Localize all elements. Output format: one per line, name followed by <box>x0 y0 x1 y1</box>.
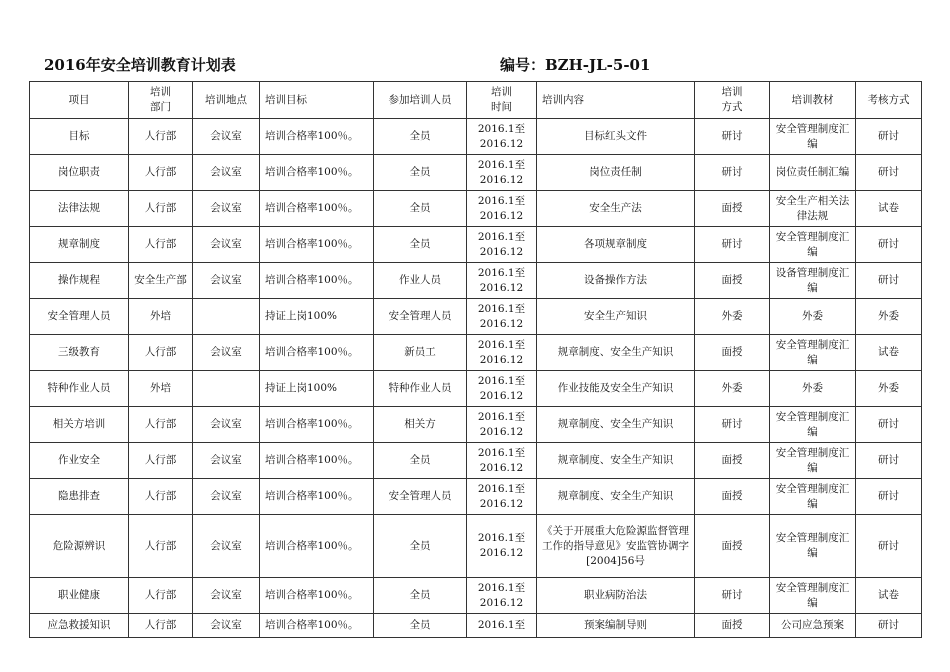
table-row <box>30 155 922 191</box>
cell-department: 人行部 <box>129 407 193 443</box>
cell-period: 2016.1至 2016.12 <box>467 578 537 614</box>
cell-item: 目标 <box>30 119 129 155</box>
table-row <box>30 578 922 614</box>
cell-method: 研讨 <box>695 119 770 155</box>
cell-assessment: 研讨 <box>856 227 922 263</box>
cell-participants: 全员 <box>374 191 467 227</box>
cell-method: 面授 <box>695 191 770 227</box>
cell-content: 目标红头文件 <box>537 119 695 155</box>
table-row <box>30 443 922 479</box>
cell-content: 岗位责任制 <box>537 155 695 191</box>
table-row <box>30 119 922 155</box>
cell-method: 研讨 <box>695 155 770 191</box>
cell-assessment: 外委 <box>856 299 922 335</box>
header-content: 培训内容 <box>537 82 695 119</box>
cell-item: 作业安全 <box>30 443 129 479</box>
cell-assessment: 研讨 <box>856 479 922 515</box>
header-goal: 培训目标 <box>260 82 374 119</box>
cell-participants: 全员 <box>374 443 467 479</box>
cell-department: 人行部 <box>129 515 193 578</box>
cell-item: 应急救援知识 <box>30 614 129 638</box>
header-department: 培训 部门 <box>129 82 193 119</box>
cell-item: 职业健康 <box>30 578 129 614</box>
header-location: 培训地点 <box>193 82 260 119</box>
training-plan-table <box>29 81 922 638</box>
cell-goal: 培训合格率100％。 <box>260 479 374 515</box>
cell-item: 法律法规 <box>30 191 129 227</box>
cell-department: 人行部 <box>129 227 193 263</box>
cell-period: 2016.1至 <box>467 614 537 638</box>
header-method: 培训 方式 <box>695 82 770 119</box>
cell-participants: 安全管理人员 <box>374 299 467 335</box>
cell-assessment: 研讨 <box>856 515 922 578</box>
cell-material: 安全管理制度汇编 <box>770 119 856 155</box>
cell-location: 会议室 <box>193 227 260 263</box>
cell-period: 2016.1至 2016.12 <box>467 515 537 578</box>
cell-assessment: 研讨 <box>856 263 922 299</box>
cell-method: 研讨 <box>695 407 770 443</box>
cell-department: 人行部 <box>129 578 193 614</box>
cell-content: 规章制度、安全生产知识 <box>537 479 695 515</box>
cell-item: 安全管理人员 <box>30 299 129 335</box>
cell-participants: 安全管理人员 <box>374 479 467 515</box>
cell-period: 2016.1至 2016.12 <box>467 119 537 155</box>
cell-assessment: 研讨 <box>856 119 922 155</box>
cell-location: 会议室 <box>193 479 260 515</box>
table-row <box>30 191 922 227</box>
cell-material: 设备管理制度汇编 <box>770 263 856 299</box>
cell-participants: 全员 <box>374 515 467 578</box>
cell-assessment: 试卷 <box>856 191 922 227</box>
cell-item: 危险源辨识 <box>30 515 129 578</box>
cell-assessment: 研讨 <box>856 155 922 191</box>
cell-goal: 培训合格率100％。 <box>260 191 374 227</box>
cell-assessment: 试卷 <box>856 578 922 614</box>
cell-department: 人行部 <box>129 614 193 638</box>
table-row <box>30 299 922 335</box>
table-row <box>30 407 922 443</box>
cell-item: 操作规程 <box>30 263 129 299</box>
cell-goal: 培训合格率100％。 <box>260 407 374 443</box>
cell-period: 2016.1至 2016.12 <box>467 191 537 227</box>
cell-location: 会议室 <box>193 155 260 191</box>
cell-department: 人行部 <box>129 155 193 191</box>
cell-location: 会议室 <box>193 335 260 371</box>
cell-assessment: 研讨 <box>856 614 922 638</box>
header-material: 培训教材 <box>770 82 856 119</box>
cell-goal: 培训合格率100％。 <box>260 443 374 479</box>
cell-item: 隐患排查 <box>30 479 129 515</box>
cell-content: 预案编制导则 <box>537 614 695 638</box>
table-row <box>30 515 922 578</box>
cell-material: 安全管理制度汇编 <box>770 227 856 263</box>
cell-period: 2016.1至 2016.12 <box>467 443 537 479</box>
cell-department: 安全生产部 <box>129 263 193 299</box>
cell-content: 安全生产法 <box>537 191 695 227</box>
cell-method: 面授 <box>695 263 770 299</box>
table-row <box>30 371 922 407</box>
header-period: 培训 时间 <box>467 82 537 119</box>
cell-period: 2016.1至 2016.12 <box>467 335 537 371</box>
cell-method: 研讨 <box>695 227 770 263</box>
cell-period: 2016.1至 2016.12 <box>467 371 537 407</box>
cell-content: 设备操作方法 <box>537 263 695 299</box>
cell-participants: 全员 <box>374 155 467 191</box>
cell-material: 公司应急预案 <box>770 614 856 638</box>
cell-material: 外委 <box>770 371 856 407</box>
cell-department: 人行部 <box>129 479 193 515</box>
cell-period: 2016.1至 2016.12 <box>467 299 537 335</box>
cell-goal: 持证上岗100% <box>260 299 374 335</box>
cell-content: 规章制度、安全生产知识 <box>537 335 695 371</box>
cell-department: 外培 <box>129 371 193 407</box>
cell-method: 面授 <box>695 443 770 479</box>
cell-assessment: 研讨 <box>856 407 922 443</box>
cell-material: 安全生产相关法律法规 <box>770 191 856 227</box>
header-assessment: 考核方式 <box>856 82 922 119</box>
cell-goal: 培训合格率100％。 <box>260 578 374 614</box>
cell-material: 外委 <box>770 299 856 335</box>
cell-location: 会议室 <box>193 443 260 479</box>
cell-participants: 新员工 <box>374 335 467 371</box>
cell-period: 2016.1至 2016.12 <box>467 479 537 515</box>
table-row <box>30 335 922 371</box>
cell-item: 岗位职责 <box>30 155 129 191</box>
document-title: 2016年安全培训教育计划表 <box>44 56 236 74</box>
cell-content: 规章制度、安全生产知识 <box>537 407 695 443</box>
cell-participants: 相关方 <box>374 407 467 443</box>
cell-method: 研讨 <box>695 578 770 614</box>
cell-department: 人行部 <box>129 191 193 227</box>
table-header-row <box>30 82 922 119</box>
cell-location: 会议室 <box>193 614 260 638</box>
cell-method: 面授 <box>695 335 770 371</box>
cell-participants: 全员 <box>374 614 467 638</box>
cell-content: 规章制度、安全生产知识 <box>537 443 695 479</box>
cell-item: 相关方培训 <box>30 407 129 443</box>
table-row <box>30 227 922 263</box>
cell-item: 特种作业人员 <box>30 371 129 407</box>
cell-goal: 培训合格率100％。 <box>260 155 374 191</box>
cell-goal: 培训合格率100％。 <box>260 227 374 263</box>
cell-location: 会议室 <box>193 515 260 578</box>
cell-department: 人行部 <box>129 119 193 155</box>
cell-material: 安全管理制度汇编 <box>770 335 856 371</box>
cell-goal: 培训合格率100％。 <box>260 515 374 578</box>
cell-period: 2016.1至 2016.12 <box>467 155 537 191</box>
cell-method: 外委 <box>695 371 770 407</box>
cell-goal: 培训合格率100％。 <box>260 119 374 155</box>
cell-content: 《关于开展重大危险源监督管理工作的指导意见》安监管协调字[2004]56号 <box>537 515 695 578</box>
cell-participants: 全员 <box>374 119 467 155</box>
cell-goal: 持证上岗100% <box>260 371 374 407</box>
header-item: 项目 <box>30 82 129 119</box>
cell-location: 会议室 <box>193 263 260 299</box>
cell-method: 面授 <box>695 515 770 578</box>
cell-department: 人行部 <box>129 335 193 371</box>
cell-method: 面授 <box>695 614 770 638</box>
cell-content: 各项规章制度 <box>537 227 695 263</box>
cell-assessment: 研讨 <box>856 443 922 479</box>
cell-material: 安全管理制度汇编 <box>770 479 856 515</box>
cell-period: 2016.1至 2016.12 <box>467 263 537 299</box>
cell-assessment: 外委 <box>856 371 922 407</box>
cell-goal: 培训合格率100％。 <box>260 263 374 299</box>
table-row <box>30 614 922 638</box>
cell-department: 外培 <box>129 299 193 335</box>
document-number: 编号：BZH-JL-5-01 <box>500 56 651 74</box>
cell-location: 会议室 <box>193 407 260 443</box>
cell-location: 会议室 <box>193 191 260 227</box>
cell-participants: 特种作业人员 <box>374 371 467 407</box>
cell-item: 三级教育 <box>30 335 129 371</box>
cell-assessment: 试卷 <box>856 335 922 371</box>
cell-item: 规章制度 <box>30 227 129 263</box>
header-participants: 参加培训人员 <box>374 82 467 119</box>
cell-period: 2016.1至 2016.12 <box>467 227 537 263</box>
cell-location <box>193 299 260 335</box>
cell-location: 会议室 <box>193 578 260 614</box>
cell-material: 安全管理制度汇编 <box>770 515 856 578</box>
cell-goal: 培训合格率100％。 <box>260 335 374 371</box>
cell-location: 会议室 <box>193 119 260 155</box>
cell-goal: 培训合格率100％。 <box>260 614 374 638</box>
table-row <box>30 479 922 515</box>
cell-content: 安全生产知识 <box>537 299 695 335</box>
cell-method: 外委 <box>695 299 770 335</box>
table-row <box>30 263 922 299</box>
cell-participants: 作业人员 <box>374 263 467 299</box>
cell-participants: 全员 <box>374 227 467 263</box>
cell-material: 安全管理制度汇编 <box>770 407 856 443</box>
cell-department: 人行部 <box>129 443 193 479</box>
cell-location <box>193 371 260 407</box>
cell-content: 职业病防治法 <box>537 578 695 614</box>
cell-participants: 全员 <box>374 578 467 614</box>
cell-method: 面授 <box>695 479 770 515</box>
cell-content: 作业技能及安全生产知识 <box>537 371 695 407</box>
cell-material: 岗位责任制汇编 <box>770 155 856 191</box>
cell-material: 安全管理制度汇编 <box>770 443 856 479</box>
cell-material: 安全管理制度汇编 <box>770 578 856 614</box>
cell-period: 2016.1至 2016.12 <box>467 407 537 443</box>
